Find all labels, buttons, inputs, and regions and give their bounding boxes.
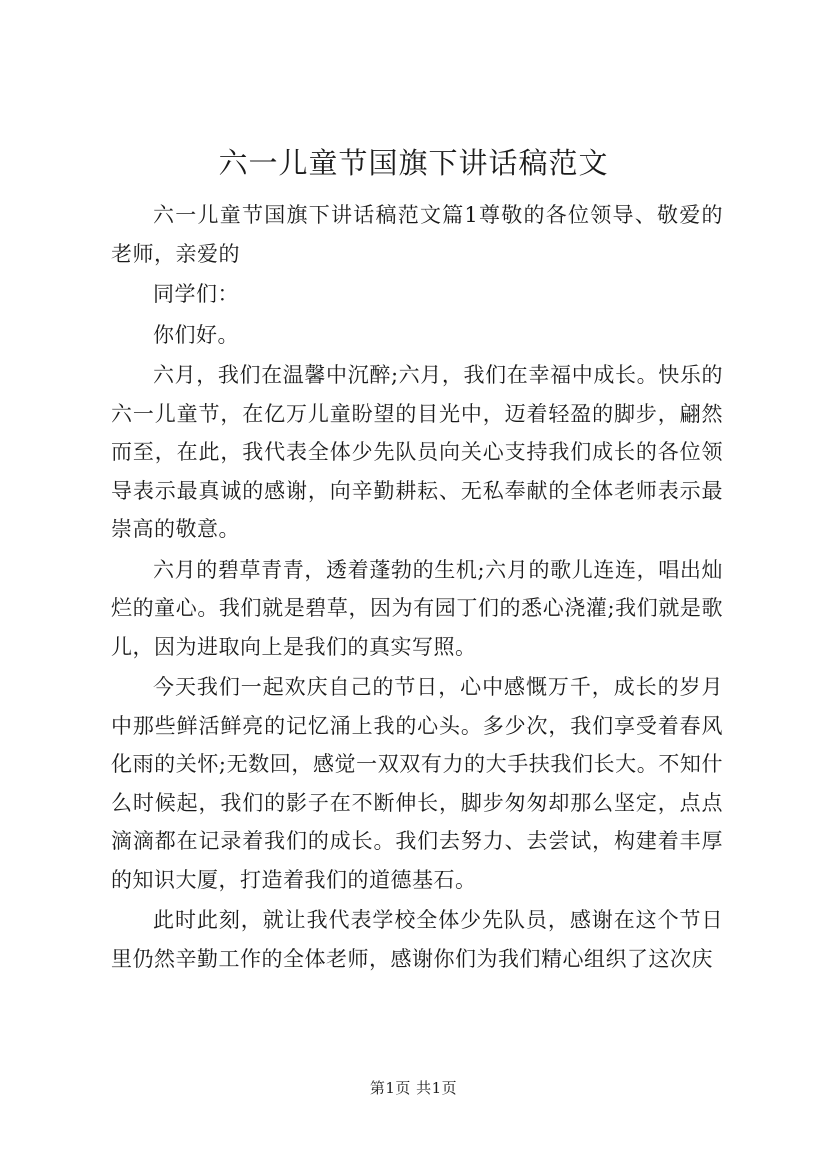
paragraph-greeting: 六一儿童节国旗下讲话稿范文篇1尊敬的各位领导、敬爱的老师，亲爱的 (111, 203, 723, 266)
paragraph-salutation: 同学们： (153, 282, 239, 306)
paragraph-memories: 今天我们一起欢庆自己的节日，心中感慨万千，成长的岁月中那些鲜活鲜亮的记忆涌上我的心头。多少次，我们享受着春风化雨的关怀;无数回，感觉一双双有力的大手扶我们长大。不知什么时候起，我们的影子在不断伸长，脚步匆匆却那么坚定，点点滴滴都在记录着我们的成长。我们去努力、去尝试，构建着丰厚的知识大厦，打造着我们的道德基石。 (111, 675, 723, 892)
page-footer: 第1页 共1页 (369, 1079, 458, 1097)
paragraph-green-grass: 六月的碧草青青，透着蓬勃的生机;六月的歌儿连连，唱出灿烂的童心。我们就是碧草，因为有园丁们的悉心浇灌;我们就是歌儿，因为进取向上是我们的真实写照。 (111, 557, 723, 659)
paragraph-thanks: 此时此刻，就让我代表学校全体少先队员，感谢在这个节日里仍然辛勤工作的全体老师，感谢你们为我们精心组织了这次庆 (111, 908, 723, 971)
document-title: 六一儿童节国旗下讲话稿范文 (218, 146, 609, 180)
paragraph-june-growth: 六月，我们在温馨中沉醉;六月，我们在幸福中成长。快乐的六一儿童节，在亿万儿童盼望的目光中，迈着轻盈的脚步，翩然而至，在此，我代表全体少先队员向关心支持我们成长的各位领导表示最真诚的感谢，向辛勤耕耘、无私奉献的全体老师表示最崇高的敬意。 (111, 363, 723, 541)
document-body (111, 196, 723, 980)
paragraph-hello: 你们好。 (153, 322, 239, 347)
